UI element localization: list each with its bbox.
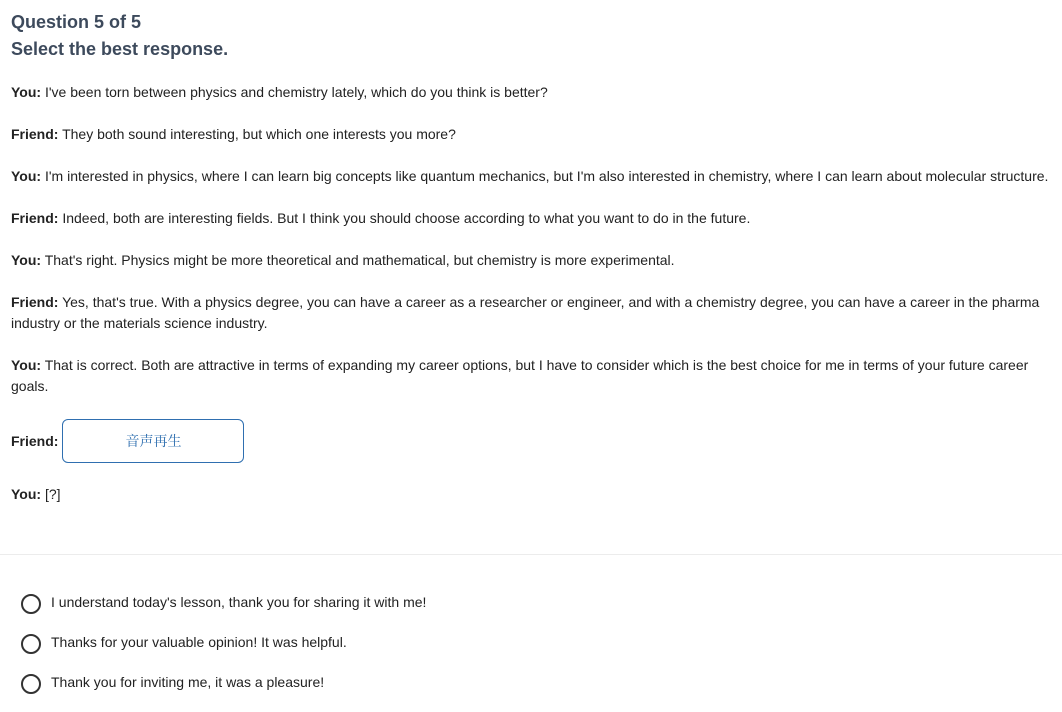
dialog-text: That's right. Physics might be more theoretical and mathematical, but chemistry is more experimental.: [44, 252, 675, 268]
dialog-line: [11, 292, 1056, 334]
dialog-text: Indeed, both are interesting fields. But I think you should choose according to what you want to do in the future.: [62, 210, 751, 226]
speaker-label: You:: [11, 168, 42, 184]
speaker-label: You:: [11, 486, 42, 502]
dialog-text: I'm interested in physics, where I can learn big concepts like quantum mechanics, but I'm also interested in chemistry, where I can learn about molecular structure.: [44, 168, 1049, 184]
speaker-label: Friend:: [11, 433, 59, 449]
dialog-text: I've been torn between physics and chemistry lately, which do you think is better?: [44, 84, 548, 100]
response-blank-line: [11, 484, 1056, 505]
speaker-label: Friend:: [11, 294, 59, 310]
dialog-transcript: [11, 82, 1056, 505]
dialog-text: That is correct. Both are attractive in terms of expanding my career options, but I have to consider which is the best choice for me in terms of your future career goals.: [11, 357, 1029, 394]
audio-line: [11, 418, 1056, 464]
answer-option[interactable]: [21, 670, 426, 694]
dialog-text: Yes, that's true. With a physics degree, you can have a career as a researcher or engineer, and with a chemistry degree, you can have a career in the pharma industry or the materials science industry.: [11, 294, 1040, 331]
dialog-line: [11, 82, 1056, 103]
speaker-label: You:: [11, 84, 42, 100]
answer-option-label[interactable]: I understand today's lesson, thank you for sharing it with me!: [51, 594, 427, 610]
dialog-text: They both sound interesting, but which one interests you more?: [62, 126, 456, 142]
section-divider: [0, 554, 1062, 555]
play-audio-button[interactable]: 音声再生: [62, 419, 244, 463]
radio-button[interactable]: [21, 594, 41, 614]
question-counter: Question 5 of 5: [11, 12, 142, 32]
speaker-label: You:: [11, 252, 42, 268]
radio-button[interactable]: [21, 634, 41, 654]
answer-option-label[interactable]: Thank you for inviting me, it was a pleasure!: [51, 674, 325, 690]
speaker-label: Friend:: [11, 126, 59, 142]
answer-options: [21, 590, 426, 710]
radio-button[interactable]: [21, 674, 41, 694]
dialog-line: [11, 250, 1056, 271]
dialog-line: [11, 355, 1056, 397]
answer-option[interactable]: [21, 590, 426, 614]
question-prompt: Select the best response.: [11, 39, 229, 59]
dialog-line: [11, 208, 1056, 229]
dialog-line: [11, 124, 1056, 145]
dialog-line: [11, 166, 1056, 187]
speaker-label: You:: [11, 357, 42, 373]
blank-placeholder: [?]: [44, 486, 61, 502]
answer-option[interactable]: [21, 630, 426, 654]
speaker-label: Friend:: [11, 210, 59, 226]
answer-option-label[interactable]: Thanks for your valuable opinion! It was helpful.: [51, 634, 347, 650]
question-header: [11, 9, 228, 63]
